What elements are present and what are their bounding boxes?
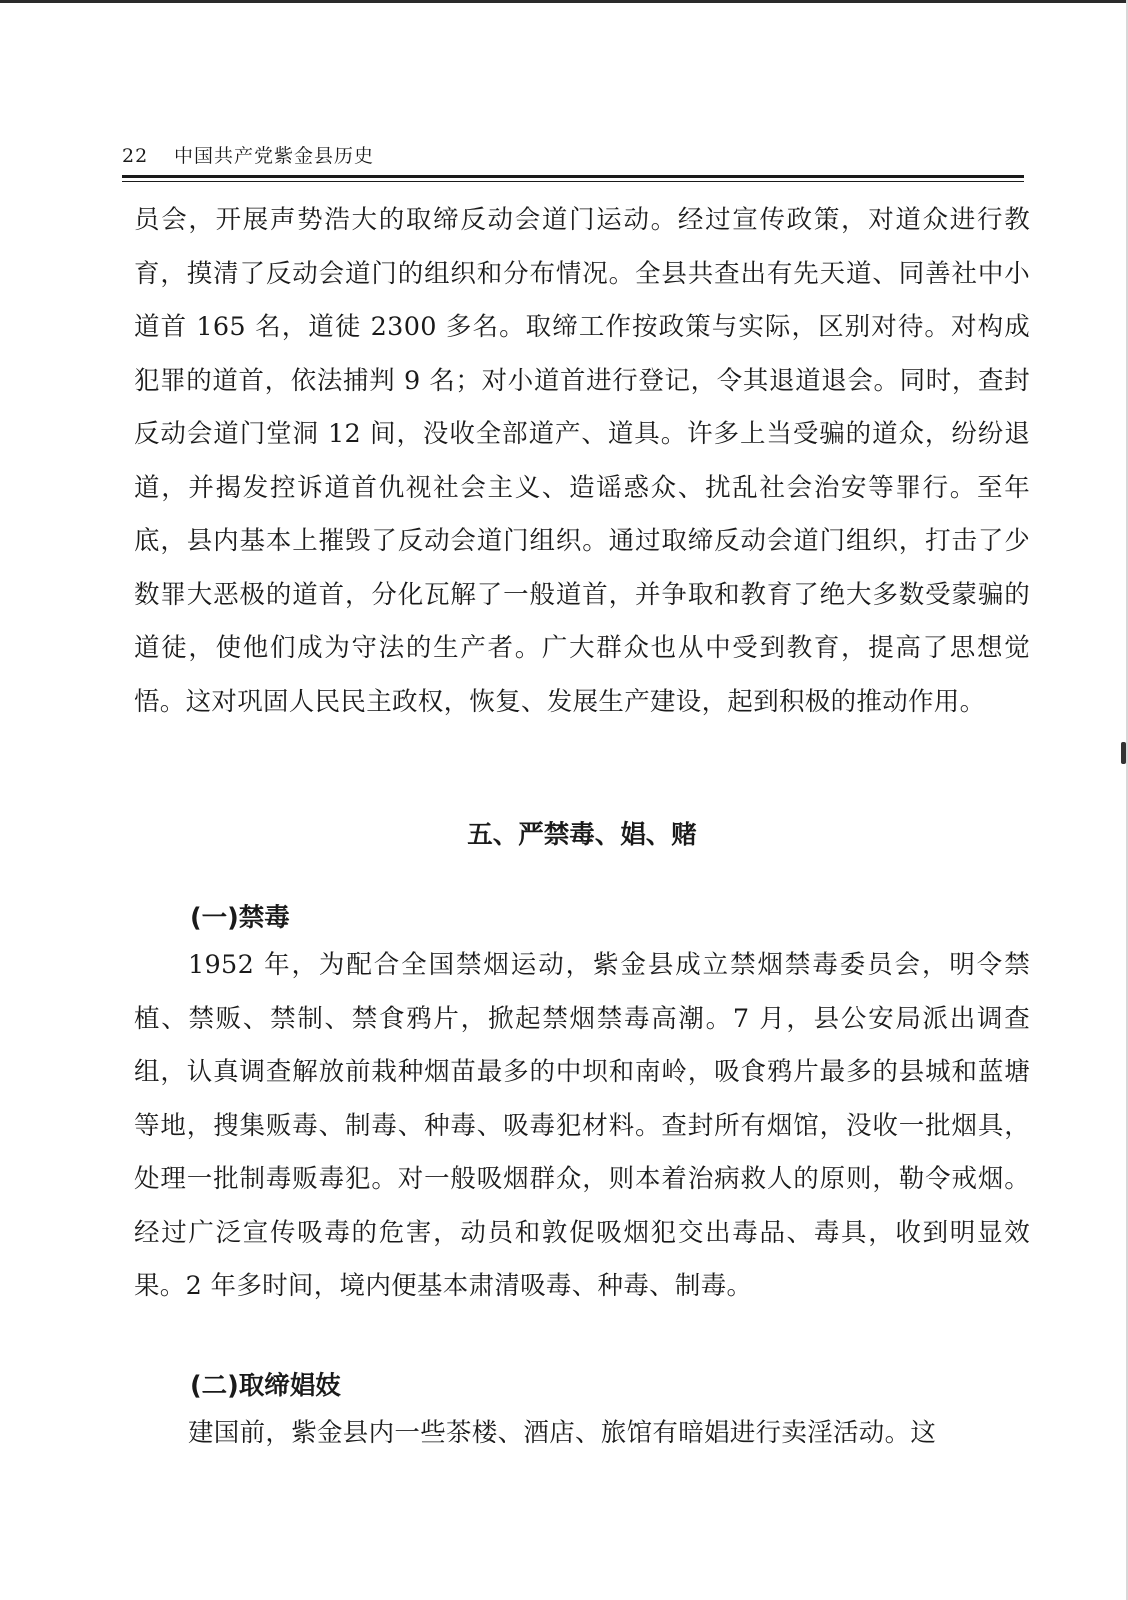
header-rule-thick: [122, 175, 1024, 178]
paragraph-prostitution-ban: 建国前，紫金县内一些茶楼、酒店、旅馆有暗娼进行卖淫活动。这: [188, 1418, 937, 1448]
subsection-title-prostitution-ban: (二)取缔娼妓: [190, 1371, 341, 1401]
subsection-title-drug-ban: (一)禁毒: [190, 903, 290, 933]
section-title: 五、严禁毒、娼、赌: [467, 820, 697, 850]
scan-margin-mark: [1121, 742, 1126, 764]
page-number: 22: [122, 145, 149, 167]
paragraph-continuation: 员会，开展声势浩大的取缔反动会道门运动。经过宣传政策，对道众进行教育，摸清了反动会道门的组织和分布情况。全县共查出有先天道、同善社中小道首 165 名，道徒 2300 多名。取缔工作按政策与实际，区别对待。对构成犯罪的道首，依法捕判 9 名；对小道首进行登记，令其退道退会。同时，查封反动会道门堂洞 12 间，没收全部道产、道具。许多上当受骗的道众，纷纷退道，并揭发控诉道首仇视社会主义、造谣惑众、扰乱社会治安等罪行。至年底，县内基本上摧毁了反动会道门组织。通过取缔反动会道门组织，打击了少数罪大恶极的道首，分化瓦解了一般道首，并争取和教育了绝大多数受蒙骗的道徒，使他们成为守法的生产者。广大群众也从中受到教育，提高了思想觉悟。这对巩固人民民主政权，恢复、发展生产建设，起到积极的推动作用。: [134, 205, 1030, 717]
scan-top-edge: [0, 0, 1128, 3]
running-header: [122, 142, 1024, 174]
header-rule-thin: [122, 181, 1024, 182]
paragraph-drug-ban: 1952 年，为配合全国禁烟运动，紫金县成立禁烟禁毒委员会，明令禁植、禁贩、禁制、禁食鸦片，掀起禁烟禁毒高潮。7 月，县公安局派出调查组，认真调查解放前栽种烟苗最多的中坝和南岭，吸食鸦片最多的县城和蓝塘等地，搜集贩毒、制毒、种毒、吸毒犯材料。查封所有烟馆，没收一批烟具，处理一批制毒贩毒犯。对一般吸烟群众，则本着治病救人的原则，勒令戒烟。经过广泛宣传吸毒的危害，动员和敦促吸烟犯交出毒品、毒具，收到明显效果。2 年多时间，境内便基本肃清吸毒、种毒、制毒。: [134, 950, 1030, 1301]
book-title: 中国共产党紫金县历史: [174, 145, 375, 167]
